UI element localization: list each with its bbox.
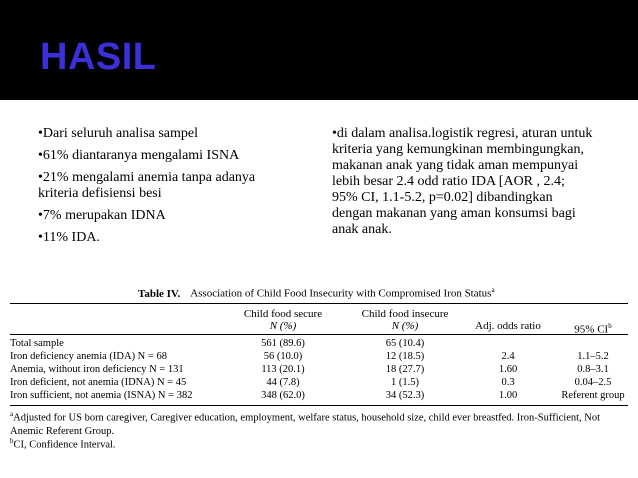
- header-food-insecure: Child food insecure N (%): [361, 308, 449, 332]
- table-caption: [138, 286, 495, 300]
- table-title: Association of Child Food Insecurity with Compromised Iron Status: [190, 287, 492, 300]
- table-label: Table IV.: [138, 287, 181, 300]
- regression-summary: •di dalam analisa.logistik regresi, aturan untuk kriteria yang kemungkinan membingungkan, makanan anak yang tidak aman mempunyai lebih besar 2.4 odd ratio IDA [AOR , 2.4; 95% CI, 1.1-5.2, p=0.02] dibandingkan dengan makanan yang aman konsumsi bagi anak anak.: [332, 126, 593, 237]
- bullet-item: •11% IDA.: [38, 230, 100, 245]
- bullet-item: •7% merupakan IDNA: [38, 208, 166, 223]
- right-paragraph: [332, 126, 594, 238]
- left-bullet-list: [38, 126, 293, 252]
- bullet-item: •61% diantaranya mengalami ISNA: [38, 148, 240, 163]
- header-adj-odds: Adj. odds ratio: [475, 320, 541, 332]
- table-top-rule: [10, 303, 628, 304]
- table-footnote-b: $^b$CI, Confidence Interval.: [10, 437, 116, 451]
- bullet-item: •Dari seluruh analisa sampel: [38, 126, 199, 141]
- bullet-item: •21% mengalami anemia tanpa adanya kriteria defisiensi besi: [38, 170, 256, 201]
- table-bottom-rule: [10, 405, 628, 406]
- header-food-secure: Child food secure N (%): [243, 308, 323, 332]
- table-title-sup: a: [491, 286, 495, 294]
- slide-title: HASIL: [40, 36, 157, 78]
- table-header-rule: [10, 334, 628, 335]
- table-footnote-a: $^a$Adjusted for US born caregiver, Caregiver education, employment, welfare status, household size, child ever breastfed. Iron-Sufficient, Not Anemic Referent Group.: [10, 410, 601, 437]
- header-ci: 95% $CI^b$: [574, 322, 612, 336]
